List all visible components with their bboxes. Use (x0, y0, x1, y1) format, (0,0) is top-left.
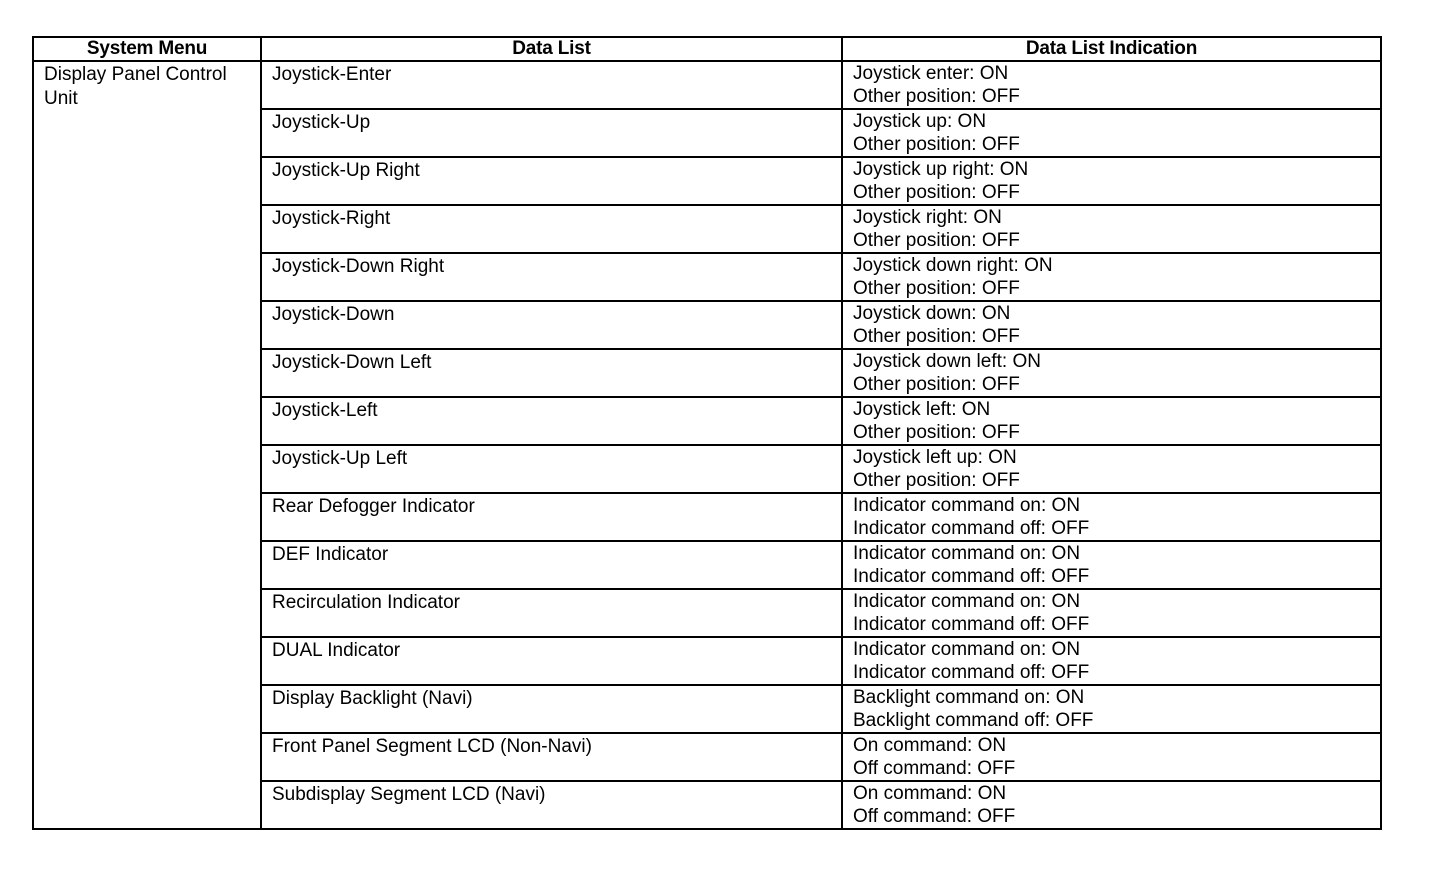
indication-on-text: Joystick left: ON (853, 399, 991, 420)
indication-on-text: Joystick up: ON (853, 111, 987, 132)
data-list-indication-cell (842, 109, 1381, 157)
data-list-indication-cell (842, 541, 1381, 589)
indication-off-text: Other position: OFF (853, 278, 1020, 299)
indication-off-text: Other position: OFF (853, 86, 1020, 107)
indication-on-text: Joystick up right: ON (853, 159, 1029, 180)
indication-on-text: On command: ON (853, 735, 1007, 756)
data-list-cell: Front Panel Segment LCD (Non-Navi) (261, 733, 842, 781)
data-list-cell: Subdisplay Segment LCD (Navi) (261, 781, 842, 829)
indication-off-text: Indicator command off: OFF (853, 614, 1090, 635)
data-list-cell: Joystick-Right (261, 205, 842, 253)
data-list-indication-cell (842, 685, 1381, 733)
indication-on-text: Indicator command on: ON (853, 591, 1081, 612)
data-list-indication-cell (842, 493, 1381, 541)
header-row (33, 37, 1381, 61)
data-list-indication-cell (842, 733, 1381, 781)
data-list-indication-cell (842, 157, 1381, 205)
indication-off-text: Other position: OFF (853, 134, 1020, 155)
data-list-cell: Joystick-Down (261, 301, 842, 349)
header-data-list: Data List (261, 37, 842, 61)
indication-off-text: Backlight command off: OFF (853, 710, 1094, 731)
data-list-cell: DUAL Indicator (261, 637, 842, 685)
table-body (33, 61, 1381, 829)
system-menu-cell: Display Panel Control Unit (33, 61, 261, 829)
indication-off-text: Indicator command off: OFF (853, 662, 1090, 683)
data-list-cell: DEF Indicator (261, 541, 842, 589)
indication-on-text: Indicator command on: ON (853, 495, 1081, 516)
indication-off-text: Off command: OFF (853, 806, 1016, 827)
table-row (33, 61, 1381, 109)
header-data-list-indication: Data List Indication (842, 37, 1381, 61)
indication-off-text: Other position: OFF (853, 422, 1020, 443)
data-list-cell: Joystick-Up (261, 109, 842, 157)
indication-off-text: Other position: OFF (853, 182, 1020, 203)
data-list-table (32, 36, 1382, 830)
indication-on-text: Joystick right: ON (853, 207, 1002, 228)
data-list-indication-cell (842, 589, 1381, 637)
data-list-indication-cell (842, 397, 1381, 445)
data-list-cell: Joystick-Left (261, 397, 842, 445)
indication-on-text: Joystick enter: ON (853, 63, 1009, 84)
indication-off-text: Indicator command off: OFF (853, 566, 1090, 587)
indication-on-text: Joystick left up: ON (853, 447, 1017, 468)
indication-off-text: Indicator command off: OFF (853, 518, 1090, 539)
indication-on-text: Joystick down: ON (853, 303, 1011, 324)
indication-on-text: Joystick down left: ON (853, 351, 1041, 372)
header-system-menu: System Menu (33, 37, 261, 61)
indication-on-text: Indicator command on: ON (853, 543, 1081, 564)
data-list-cell: Joystick-Up Right (261, 157, 842, 205)
data-list-indication-cell (842, 637, 1381, 685)
data-list-indication-cell (842, 445, 1381, 493)
indication-off-text: Other position: OFF (853, 326, 1020, 347)
indication-off-text: Other position: OFF (853, 230, 1020, 251)
indication-on-text: On command: ON (853, 783, 1007, 804)
data-list-indication-cell (842, 781, 1381, 829)
indication-off-text: Off command: OFF (853, 758, 1016, 779)
data-list-cell: Display Backlight (Navi) (261, 685, 842, 733)
data-list-indication-cell (842, 253, 1381, 301)
indication-on-text: Indicator command on: ON (853, 639, 1081, 660)
data-list-cell: Rear Defogger Indicator (261, 493, 842, 541)
data-list-indication-cell (842, 349, 1381, 397)
indication-on-text: Joystick down right: ON (853, 255, 1053, 276)
indication-off-text: Other position: OFF (853, 470, 1020, 491)
data-list-cell: Joystick-Down Left (261, 349, 842, 397)
data-list-indication-cell (842, 61, 1381, 109)
indication-off-text: Other position: OFF (853, 374, 1020, 395)
data-list-cell: Joystick-Down Right (261, 253, 842, 301)
data-list-cell: Joystick-Enter (261, 61, 842, 109)
data-list-cell: Recirculation Indicator (261, 589, 842, 637)
data-list-indication-cell (842, 205, 1381, 253)
data-list-indication-cell (842, 301, 1381, 349)
data-list-cell: Joystick-Up Left (261, 445, 842, 493)
indication-on-text: Backlight command on: ON (853, 687, 1085, 708)
